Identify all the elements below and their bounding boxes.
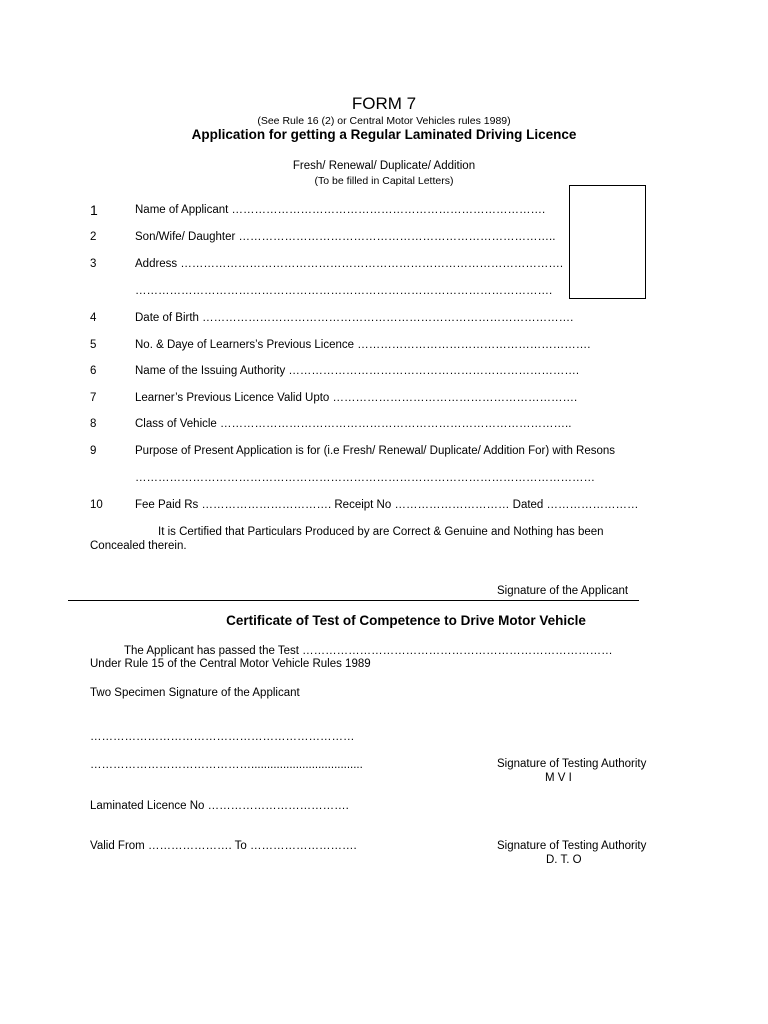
mvi-label: M V I (545, 772, 572, 784)
field-previous-licence: No. & Daye of Learners’s Previous Licence ……………………………………………………. (135, 339, 591, 351)
field-licence-valid-upto: Learner’s Previous Licence Valid Upto ………………………………………………………. (135, 392, 578, 404)
field-number-5: 5 (90, 339, 97, 351)
field-number-6: 6 (90, 365, 97, 377)
field-number-9: 9 (90, 445, 97, 457)
certificate-title: Certificate of Test of Competence to Drive Motor Vehicle (226, 613, 586, 628)
field-number-1: 1 (90, 202, 98, 218)
certification-line-1: It is Certified that Particulars Produced by are Correct & Genuine and Nothing has been (158, 526, 604, 538)
section-divider (68, 600, 639, 601)
test-passed-line: The Applicant has passed the Test ……………………………………………………………………… (124, 645, 613, 657)
field-address-continued: ………………………………………………………………………………………………. (135, 285, 553, 297)
field-date-of-birth: Date of Birth ……………………………………………………………………………………. (135, 312, 574, 324)
field-number-2: 2 (90, 231, 97, 243)
certification-line-2: Concealed therein. (90, 540, 187, 552)
form-title: FORM 7 (351, 94, 417, 113)
field-number-10: 10 (90, 499, 103, 511)
field-purpose-continued: ………………………………………………………………………………………………………… (135, 472, 595, 484)
field-fee-paid: Fee Paid Rs ……………………………. Receipt No ………………………… Dated …………………… (135, 499, 639, 511)
photo-box (569, 185, 646, 299)
application-type: Fresh/ Renewal/ Duplicate/ Addition (292, 160, 476, 172)
field-number-3: 3 (90, 258, 97, 270)
field-number-4: 4 (90, 312, 97, 324)
specimen-signature-line-1: …………………………………………………………… (90, 731, 355, 743)
field-name-of-applicant: Name of Applicant ………………………………………………………………………. (135, 204, 546, 216)
specimen-signature-label: Two Specimen Signature of the Applicant (90, 687, 300, 699)
field-issuing-authority: Name of the Issuing Authority …………………………………………………………………. (135, 365, 580, 377)
capital-letters-instruction: (To be filled in Capital Letters) (314, 175, 454, 187)
field-address: Address ………………………………………………………………………………………. (135, 258, 564, 270)
field-class-of-vehicle: Class of Vehicle ……………………………………………………………………………….. (135, 418, 572, 430)
rule-reference: (See Rule 16 (2) or Central Motor Vehicles rules 1989) (257, 115, 511, 127)
field-relation: Son/Wife/ Daughter ……………………………………………………………………….. (135, 231, 556, 243)
laminated-licence-no: Laminated Licence No ………………………………. (90, 800, 349, 812)
application-title: Application for getting a Regular Laminated Driving Licence (191, 127, 577, 142)
field-number-7: 7 (90, 392, 97, 404)
dto-label: D. T. O (546, 854, 582, 866)
rule-15-line: Under Rule 15 of the Central Motor Vehicle Rules 1989 (90, 658, 371, 670)
field-number-8: 8 (90, 418, 97, 430)
dto-signature-label: Signature of Testing Authority (497, 840, 647, 852)
applicant-signature-label: Signature of the Applicant (497, 585, 629, 597)
mvi-signature-label: Signature of Testing Authority (497, 758, 647, 770)
valid-from-to: Valid From …………………. To ………………………. (90, 840, 357, 852)
specimen-signature-line-2: ……………………………………................................... (90, 759, 363, 771)
field-purpose: Purpose of Present Application is for (i.e Fresh/ Renewal/ Duplicate/ Addition For) with Resons (135, 445, 616, 457)
